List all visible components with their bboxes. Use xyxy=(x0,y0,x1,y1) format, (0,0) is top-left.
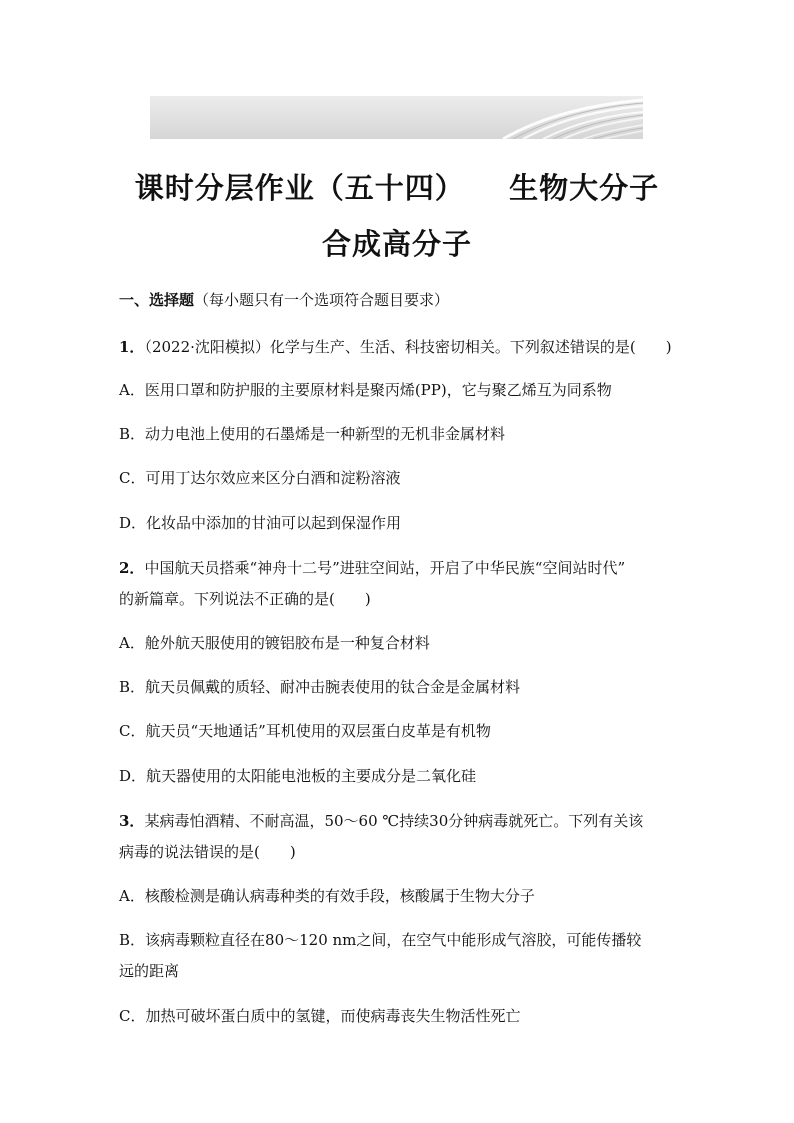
book-pages-decoration xyxy=(483,96,643,139)
q2-option-c: C．航天员“天地通话”耳机使用的双层蛋白皮革是有机物 xyxy=(119,722,491,740)
q3-option-c: C．加热可破坏蛋白质中的氢键，而使病毒丧失生物活性死亡 xyxy=(119,1007,521,1025)
q1-option-c: C．可用丁达尔效应来区分白酒和淀粉溶液 xyxy=(119,469,401,487)
q2-option-d: D．航天器使用的太阳能电池板的主要成分是二氧化硅 xyxy=(119,767,477,785)
q3-number: 3． xyxy=(119,812,145,830)
q3-option-b-line2: 远的距离 xyxy=(119,962,180,980)
q1-stem-text: （2022·沈阳模拟）化学与生产、生活、科技密切相关。下列叙述错误的是( ) xyxy=(144,338,672,356)
q2-stem-line2: 的新篇章。下列说法不正确的是( ) xyxy=(119,590,371,608)
q3-stem-text: 某病毒怕酒精、不耐高温，50～60 ℃持续30分钟病毒就死亡。下列有关该 xyxy=(144,812,644,830)
q1-option-a: A．医用口罩和防护服的主要原材料是聚丙烯(PP)，它与聚乙烯互为同系物 xyxy=(119,381,612,399)
q1-stem xyxy=(119,338,672,356)
q2-option-a: A．舱外航天服使用的镀铝胶布是一种复合材料 xyxy=(119,634,430,652)
section-label: 一、选择题 xyxy=(119,291,195,309)
q3-stem-line2: 病毒的说法错误的是( ) xyxy=(119,843,296,861)
q1-number: 1． xyxy=(119,338,145,356)
q3-stem-line1 xyxy=(119,812,643,830)
page-title-line2: 合成高分子 xyxy=(321,227,472,261)
q2-stem-text: 中国航天员搭乘“神舟十二号”进驻空间站，开启了中华民族“空间站时代” xyxy=(144,559,626,577)
q3-option-b-line1: B．该病毒颗粒直径在80～120 nm之间，在空气中能形成气溶胶，可能传播较 xyxy=(119,931,642,949)
section-note: （每小题只有一个选项符合题目要求） xyxy=(194,291,450,309)
q1-option-d: D．化妆品中添加的甘油可以起到保湿作用 xyxy=(119,514,402,532)
q2-number: 2． xyxy=(119,559,145,577)
header-banner xyxy=(150,96,643,139)
q3-option-a: A．核酸检测是确认病毒种类的有效手段，核酸属于生物大分子 xyxy=(119,887,535,905)
q2-option-b: B．航天员佩戴的质轻、耐冲击腕表使用的钛合金是金属材料 xyxy=(119,678,521,696)
q1-option-b: B．动力电池上使用的石墨烯是一种新型的无机非金属材料 xyxy=(119,425,506,443)
section-heading xyxy=(119,291,449,309)
q2-stem-line1 xyxy=(119,559,625,577)
page-title-line1: 课时分层作业（五十四） 生物大分子 xyxy=(134,171,660,205)
